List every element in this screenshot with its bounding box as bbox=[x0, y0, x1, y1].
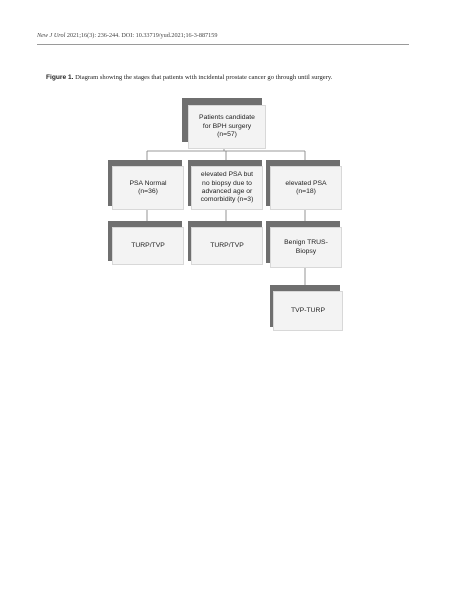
elevated-no-biopsy-line-3: advanced age or bbox=[201, 188, 253, 195]
elevated-no-biopsy-line-1: elevated PSA but bbox=[200, 171, 254, 179]
left-turp-tvp-label: TURP/TVP bbox=[131, 241, 165, 249]
mid-turp-tvp-label: TURP/TVP bbox=[210, 241, 244, 249]
elevated-no-biopsy-line-4: comorbidity (n=3) bbox=[200, 196, 254, 204]
mid-turp-tvp-node bbox=[191, 227, 263, 265]
caption-text: Diagram showing the stages that patients with incidental prostate cancer go through until surgery. bbox=[75, 74, 333, 81]
benign-biopsy-line-1: Benign TRUS- bbox=[284, 239, 328, 247]
root-line-1: Patients candidate bbox=[199, 114, 255, 122]
psa-normal-line-1: PSA Normal bbox=[129, 179, 167, 187]
root-line-2: for BPH surgery bbox=[202, 122, 252, 130]
elevated-no-biopsy-node bbox=[191, 166, 263, 210]
tvp-turp-label: TVP-TURP bbox=[291, 306, 325, 314]
elevated-psa-line-2: (n=18) bbox=[296, 188, 316, 195]
citation: 2021;16(3): 236-244. DOI: 10.33719/yud.2021;16-3-887159 bbox=[66, 32, 218, 39]
left-turp-tvp-node bbox=[112, 227, 184, 265]
journal-name: New J Urol bbox=[37, 32, 66, 39]
root-line-3: (n=57) bbox=[217, 131, 237, 139]
psa-normal-line-2: (n=36) bbox=[138, 188, 158, 195]
elevated-psa-line-1: elevated PSA bbox=[285, 179, 327, 187]
figure-label: Figure 1. bbox=[46, 74, 74, 81]
benign-trus-biopsy-node bbox=[270, 227, 342, 268]
elevated-psa-node bbox=[270, 166, 342, 210]
benign-biopsy-line-2: Biopsy bbox=[295, 247, 317, 255]
elevated-no-biopsy-line-2: no biopsy due to bbox=[202, 179, 252, 187]
tvp-turp-node bbox=[273, 291, 343, 331]
root-node bbox=[188, 105, 266, 149]
psa-normal-node bbox=[112, 166, 184, 210]
